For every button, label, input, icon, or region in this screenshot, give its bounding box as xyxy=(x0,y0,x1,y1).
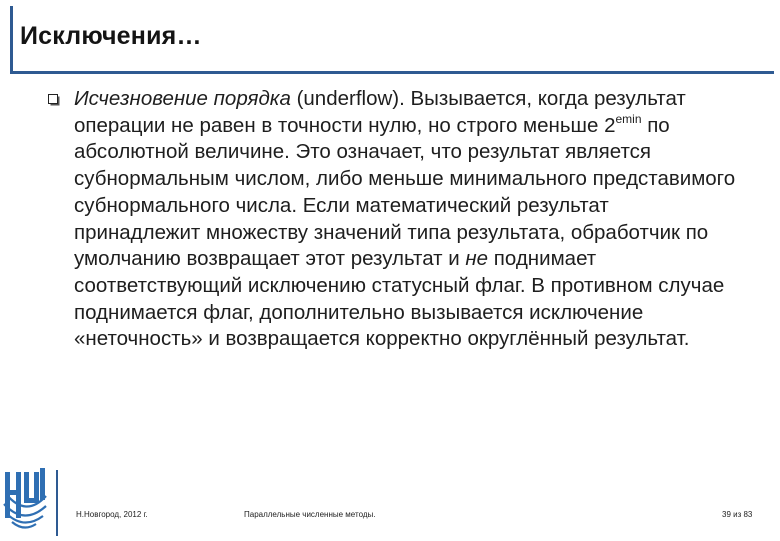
university-logo-icon xyxy=(2,464,48,536)
footer-page-number: 39 из 83 xyxy=(722,510,753,519)
exponent-superscript: emin xyxy=(615,111,642,126)
slide-content xyxy=(48,86,738,353)
bullet-paragraph xyxy=(74,86,738,353)
footer-divider xyxy=(56,470,58,536)
text-part-3: поднимает соответствующий исключению статусный флаг. В противном случае поднимается флаг, дополнительно вызывается исключение «неточность» и возвращается корректно округлённый результат. xyxy=(74,247,725,351)
checkbox-bullet-icon xyxy=(48,94,60,106)
footer-location-date: Н.Новгород, 2012 г. xyxy=(76,510,148,519)
text-part-1: (underflow). Вызывается, когда результат операции не равен в точности нулю, но строго меньше 2 xyxy=(74,87,686,137)
emphasis-not: не xyxy=(465,247,489,271)
text-part-2: по абсолютной величине. Это означает, что результат является субнормальным числом, либо меньше минимального представимого субнормального числа. Если математический результат принадлежит множеству значений типа результата, обработчик по умолчанию возвращает этот результат и xyxy=(74,113,736,271)
slide-title: Исключения… xyxy=(20,22,202,50)
term-italic: Исчезновение порядка xyxy=(74,87,291,110)
footer-course-title: Параллельные численные методы. xyxy=(244,510,376,519)
